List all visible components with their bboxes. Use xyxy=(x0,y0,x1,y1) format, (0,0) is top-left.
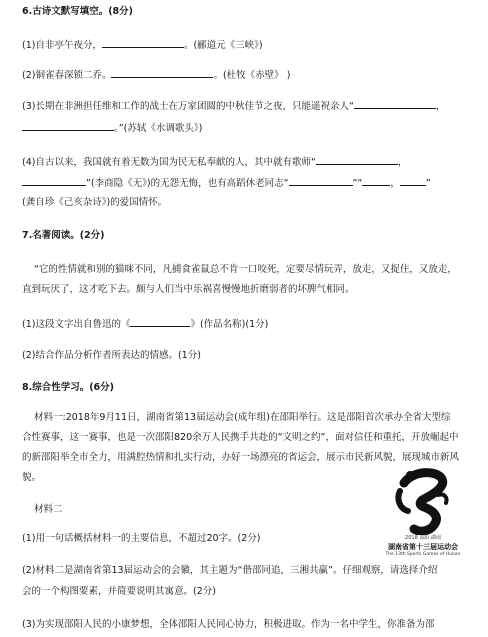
q8-material-1-line-2: 合性赛事，这一赛事，也是一次邵阳820余万人民携手共赴的“文明之约”，面对信任和重托，开放崛起中 xyxy=(22,432,459,443)
q8-material-1-line-1: 材料一:2018年9月11日，湖南省第13届运动会(成年组)在邵阳举行。这是邵阳首次承办全省大型综 xyxy=(34,412,451,423)
q6-l1-text-b: 。(郦道元《三峡》) xyxy=(183,40,263,51)
q8-material-2-label: 材料二 xyxy=(34,504,63,515)
answer-blank[interactable] xyxy=(316,155,398,165)
emblem-caption-year: 2018 邵阳·湖南 xyxy=(405,535,441,541)
answer-blank[interactable] xyxy=(130,317,190,327)
q7-s1-text-a: (1)这段文字出自鲁迅的《 xyxy=(22,319,131,330)
q7-sub-1 xyxy=(22,317,268,331)
q6-line-4b xyxy=(22,176,431,190)
q6-line-4a xyxy=(22,155,407,169)
q6-title: 6.古诗文默写填空。(8分) xyxy=(22,6,134,17)
q7-s1-text-b: 》(作品名称)(1分) xyxy=(190,319,269,330)
emblem-caption-english: The 13th Sports Games of Hunan xyxy=(385,552,461,557)
q6-line-2 xyxy=(22,68,290,82)
answer-blank[interactable] xyxy=(22,176,86,186)
games-emblem xyxy=(374,465,472,565)
answer-blank[interactable] xyxy=(362,176,390,186)
answer-blank[interactable] xyxy=(400,176,426,186)
q8-title: 8.综合性学习。(6分) xyxy=(22,382,115,393)
emblem-caption-title: 湖南省第十三届运动会 xyxy=(388,543,458,551)
answer-blank[interactable] xyxy=(111,68,213,78)
q6-line-4c: (龚自珍《己亥杂诗》)的爱国情怀。 xyxy=(22,197,168,208)
q6-l4-text-b: ， xyxy=(397,157,408,168)
q6-l4-text-e: ， xyxy=(390,178,400,189)
q6-l3-text-b: ， xyxy=(435,101,446,112)
answer-blank[interactable] xyxy=(102,38,184,48)
answer-blank[interactable] xyxy=(22,121,114,131)
q8-sub-2-line-1: (2)材料二是湖南省第13届运动会的会徽，其主题为“偕邵同追，三湘共赢”。仔细观察，请选择介绍 xyxy=(22,565,438,576)
q6-l4-text-d: ”“ xyxy=(352,178,363,189)
q7-sub-2: (2)结合作品分析作者所表达的情感。(1分) xyxy=(22,350,201,361)
q6-l4-text-f: ” xyxy=(425,178,431,189)
q6-l4-text-a: (4)自古以来，我国就有着无数为国为民无私奉献的人，其中就有歌师“ xyxy=(22,157,316,168)
q7-passage-2: 直到玩厌了，这才吃下去。颇与人们当中乐祸喜慢慢地折磨弱者的坏脾气相同。 xyxy=(22,284,355,295)
answer-blank[interactable] xyxy=(289,176,353,186)
q6-line-3a xyxy=(22,99,445,113)
q6-l3-text-a: (3)长期在非洲担任维和工作的战士在万家团圆的中秋佳节之夜，只能遥祝亲人“ xyxy=(22,101,354,112)
answer-blank[interactable] xyxy=(354,99,436,109)
q6-line-1 xyxy=(22,38,263,52)
q6-l1-text-a: (1)自非亭午夜分， xyxy=(22,40,102,51)
q7-title: 7.名著阅读。(2分) xyxy=(22,230,105,241)
q8-sub-1: (1)用一句话概括材料一的主要信息，不超过20字。(2分) xyxy=(22,533,261,544)
q8-material-1-line-4: 貌。 xyxy=(22,472,42,483)
q6-l4-text-c: ”(李商隐《无》)的无怨无悔，也有高蹈休老同志“ xyxy=(86,178,289,189)
q6-line-3b xyxy=(22,121,202,135)
q6-l3-text-c: 。”(苏轼《水调歌头》) xyxy=(114,123,203,134)
q8-material-1-line-3: 的新邵阳举全市全力，用满腔热情和扎实行动，办好一场漂亮的省运会，展示市民新风貌，展现城市新风 xyxy=(22,452,460,463)
q6-l2-text-b: 。(杜牧《赤壁》 ) xyxy=(213,70,291,81)
q8-sub-3: (3)为实现邵阳人民的小康梦想，全体邵阳人民同心协力，积极进取。作为一名中学生，你准备为邵 xyxy=(22,619,435,630)
q8-sub-2-line-2: 会的一个构图要素，并简要说明其寓意。(2分) xyxy=(22,586,216,597)
q6-l2-text-a: (2)铜雀春深锁二乔。 xyxy=(22,70,112,81)
emblem-brush-icon xyxy=(374,465,472,535)
q7-passage-1: “它的性情就和别的猫咪不同，凡捕食雀鼠总不肯一口咬死，定要尽情玩弄，放走，又捉住，又放走， xyxy=(34,264,457,275)
